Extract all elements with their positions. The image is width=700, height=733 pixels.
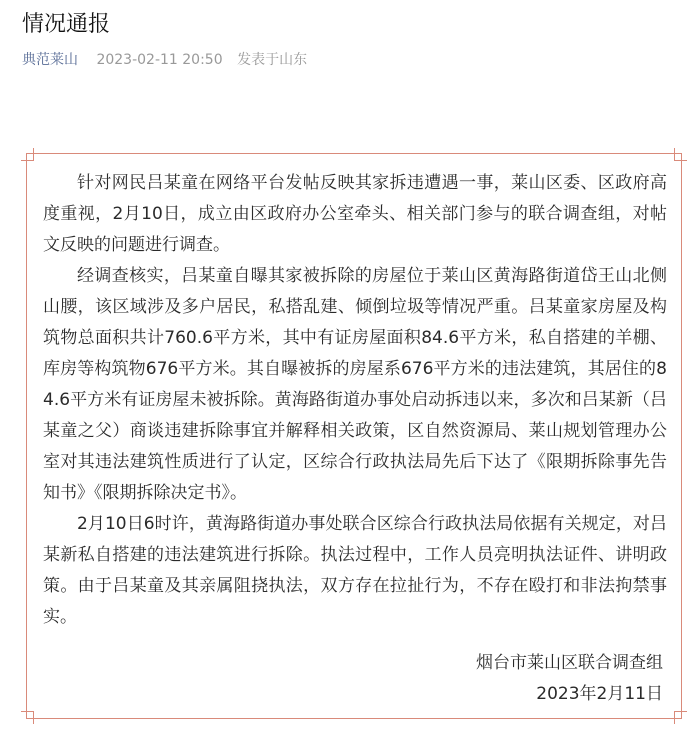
publish-location: 发表于山东 — [237, 52, 308, 68]
signature-date: 2023年2月11日 — [536, 684, 663, 704]
notice-body — [43, 168, 667, 633]
frame-corner-top-right — [674, 148, 687, 161]
paragraph-3: 2月10日6时许，黄海路街道办事处联合区综合行政执法局依据有关规定，对吕某新私自搭建的违法建筑进行拆除。执法过程中，工作人员亮明执法证件、讲明政策。由于吕某童及其亲属阻挠执法，双方存在拉扯行为，不存在殴打和非法拘禁事实。 — [43, 514, 667, 627]
paragraph-1: 针对网民吕某童在网络平台发帖反映其家拆违遭遇一事，莱山区委、区政府高度重视，2月10日，成立由区政府办公室牵头、相关部门参与的联合调查组，对帖文反映的问题进行调查。 — [43, 173, 667, 255]
publish-time: 2023-02-11 20:50 — [96, 52, 223, 68]
signature-block — [476, 648, 663, 710]
author-link[interactable]: 典范莱山 — [22, 52, 78, 68]
frame-corner-top-left — [21, 148, 34, 161]
frame-corner-bottom-right — [674, 711, 687, 724]
signature-org: 烟台市莱山区联合调查组 — [476, 653, 663, 673]
article-title: 情况通报 — [22, 12, 111, 37]
paragraph-2: 经调查核实，吕某童自曝其家被拆除的房屋位于莱山区黄海路街道岱王山北侧山腰，该区域涉及多户居民，私搭乱建、倾倒垃圾等情况严重。吕某童家房屋及构筑物总面积共计760.6平方米，其中有证房屋面积84.6平方米，私自搭建的羊棚、库房等构筑物676平方米。其自曝被拆的房屋系676平方米的违法建筑，其居住的84.6平方米有证房屋未被拆除。黄海路街道办事处启动拆违以来，多次和吕某新（吕某童之父）商谈违建拆除事宜并解释相关政策，区自然资源局、莱山规划管理办公室对其违法建筑性质进行了认定，区综合行政执法局先后下达了《限期拆除事先告知书》《限期拆除决定书》。 — [43, 266, 667, 503]
article-meta — [22, 50, 307, 70]
frame-corner-bottom-left — [21, 711, 34, 724]
notice-frame — [26, 153, 682, 719]
